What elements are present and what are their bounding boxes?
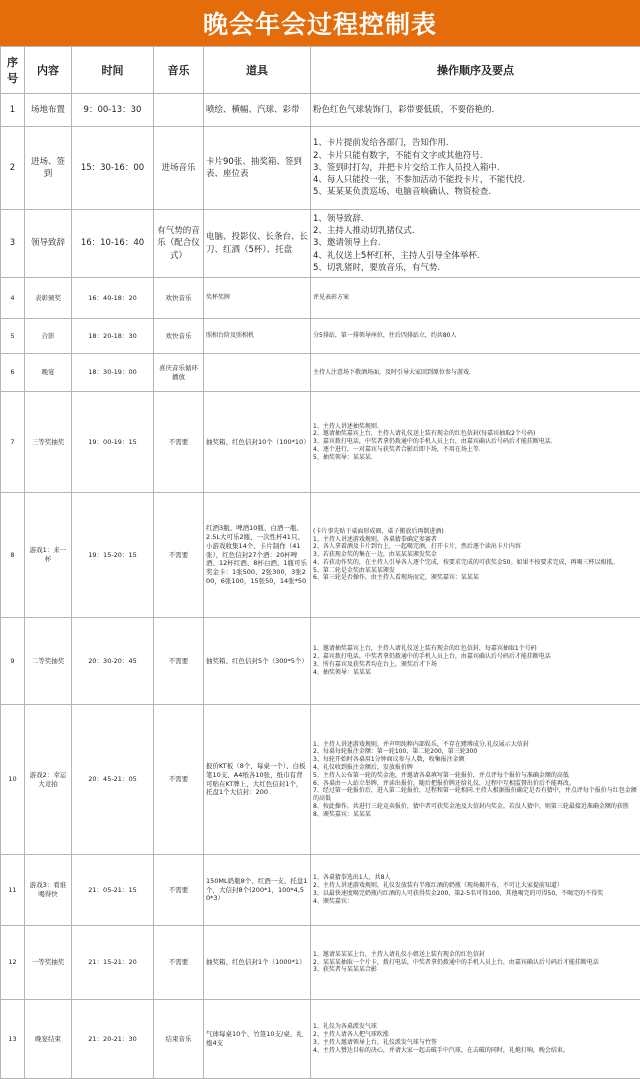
- table-row: [1, 618, 640, 705]
- row-props: 150ML奶瓶8个、红酒一支、托盘1个，大信封8个(200*1，100*4,50*3）: [204, 855, 311, 926]
- table-row: [1, 1000, 640, 1079]
- step-line: 3、签到时打勾，并把卡片交给工作人员投入箱中.: [313, 162, 638, 174]
- step-line: 主持人注意场下敬酒场面，及时引导大家回到原位参与游戏.: [313, 369, 638, 377]
- table-row: [1, 319, 640, 354]
- row-number: 13: [1, 1000, 25, 1079]
- row-number: 5: [1, 319, 25, 354]
- step-line: 5、抽奖领导：某某某.: [313, 454, 638, 462]
- row-time: 18：20-18：30: [72, 319, 154, 354]
- step-line: 2、主持人请各人把气球吹涨: [313, 1031, 638, 1039]
- step-line: 2、嘉宾拨打电话，中奖者拿仍拨通中的手机人员上台，由嘉宾确认后号码后才能挂断电话: [313, 653, 638, 661]
- step-line: 6、各桌由一人站立举牌，并读出报价，随后把报价牌还给礼仪，过程中互相监督出价后不能再改。: [313, 780, 638, 788]
- table-row: [1, 127, 640, 210]
- row-props: 抽奖箱、红色信封10个（100*10）: [204, 392, 311, 493]
- step-line: 1、邀请某某某上台，主持人请礼仪小姐送上装有现金的红色信封: [313, 951, 638, 959]
- step-line: 3、嘉宾拨打电话，中奖者拿仍拨通中的手机人员上台，由嘉宾确认后号码后才能挂断电话.: [313, 438, 638, 446]
- row-props: 喷绘、横幅、汽球、彩带: [204, 94, 311, 127]
- row-number: 7: [1, 392, 25, 493]
- page-title: 晚会年会过程控制表: [0, 0, 640, 46]
- header-no: 序号: [1, 47, 25, 94]
- row-number: 1: [1, 94, 25, 127]
- row-number: 11: [1, 855, 25, 926]
- step-line: 1、卡片提前发给各部门，告知作用.: [313, 137, 638, 149]
- row-time: 21：05-21：15: [72, 855, 154, 926]
- row-steps: [311, 127, 640, 210]
- step-line: 4、每人只能投一张，不参加活动不能投卡片，不能代投.: [313, 174, 638, 186]
- row-time: 19：15-20：15: [72, 493, 154, 618]
- step-line: 3、所有嘉宾及获奖者均在台上，颁奖后才下场: [313, 661, 638, 669]
- table-row: [1, 94, 640, 127]
- step-line: 1、礼仪为各桌派发气球: [313, 1023, 638, 1031]
- step-line: 2、各人拿着酒及卡片到台上，一起喝完酒，打开卡片，然后逐个读出卡片内容: [313, 543, 638, 551]
- row-time: 18：30-19：00: [72, 354, 154, 392]
- row-props: 报价KT板（8个，每桌一个）、白板笔10支、A4纸各10张，纸巾有背可贴在KT牌上，大红色信封1个，托盘1个大信封：200: [204, 705, 311, 855]
- header-music: 音乐: [154, 47, 204, 94]
- table-row: [1, 855, 640, 926]
- row-music: 不需要: [154, 855, 204, 926]
- table-row: [1, 210, 640, 278]
- row-steps: [311, 705, 640, 855]
- row-steps: [311, 94, 640, 127]
- step-line: 5、某某某负责巡场、电脑音响确认、物资检查.: [313, 186, 638, 198]
- row-time: 9：00-13：30: [72, 94, 154, 127]
- step-line: 评见表彰方案: [313, 294, 638, 302]
- step-line: 2、每桌每轮报注金额：第一轮100，第二轮200，第三轮300: [313, 748, 638, 756]
- row-steps: [311, 855, 640, 926]
- process-control-table: [0, 46, 640, 1079]
- table-row: [1, 354, 640, 392]
- row-props: 抽奖箱、红色信封5个（300*5个）: [204, 618, 311, 705]
- step-line: 2、主持人推动切乳猪仪式.: [313, 225, 638, 237]
- row-time: 16：40-18：20: [72, 278, 154, 319]
- row-number: 10: [1, 705, 25, 855]
- row-content: 一等奖抽奖: [25, 926, 72, 1000]
- table-row: [1, 392, 640, 493]
- row-content: 晚宴: [25, 354, 72, 392]
- step-line: 2、邀请抽奖嘉宾上台，主持人请礼仪送上装有现金的红色信封(每嘉宾抽取2个号码): [313, 430, 638, 438]
- step-line: 1、主持人讲述游戏规则，并声明纯粹内部娱乐，不存在赌博成分,礼仪展示大信封: [313, 741, 638, 749]
- row-props: 抽奖箱、红色信封1个（1000*1）: [204, 926, 311, 1000]
- step-line: 1、主持人讲述游戏规则，各桌猜拳确定参赛者: [313, 536, 638, 544]
- row-music: [154, 94, 204, 127]
- row-content: 合影: [25, 319, 72, 354]
- header-props: 道具: [204, 47, 311, 94]
- step-line: 1、领导致辞.: [313, 213, 638, 225]
- row-number: 12: [1, 926, 25, 1000]
- row-time: 16：10-16：40: [72, 210, 154, 278]
- step-line: 4、逐个进行，一对嘉宾与获奖者合影后即下场，不用在场上等.: [313, 446, 638, 454]
- row-props: 奖杯奖牌: [204, 278, 311, 319]
- step-line: 8、颁奖嘉宾：某某某: [313, 811, 638, 819]
- row-time: 19：00-19：15: [72, 392, 154, 493]
- row-time: 21：15-21：20: [72, 926, 154, 1000]
- row-time: 20：45-21：05: [72, 705, 154, 855]
- row-steps: [311, 319, 640, 354]
- step-line: 3、获奖者与某某某合影: [313, 966, 638, 974]
- row-steps: [311, 278, 640, 319]
- row-music: 不需要: [154, 618, 204, 705]
- step-line: 分5排站，第一排领导座位，往后四排站立，约共80人: [313, 332, 638, 340]
- row-music: 不需要: [154, 705, 204, 855]
- step-line: 7、经过第一轮报价后，进入第二轮报价，过程和第一轮相同.主持人根据报价确定是否有猜中，并点评每个报价与红包金额的高低: [313, 787, 638, 803]
- row-number: 3: [1, 210, 25, 278]
- step-line: 8、按此操作，共进行三轮竞卖报价，猜中者可获奖金池及大信封内奖金。若没人猜中，则第三轮最接近准确金额的获胜: [313, 803, 638, 811]
- step-line: 4、礼仪收到报注金额后，发放报价牌: [313, 764, 638, 772]
- row-content: 三等奖抽奖: [25, 392, 72, 493]
- table-header-row: [1, 47, 640, 94]
- step-line: 4、颁奖嘉宾：: [313, 898, 638, 906]
- row-music: 欢快音乐: [154, 319, 204, 354]
- step-line: 1、邀请抽奖嘉宾上台，主持人请礼仪送上装有现金的红色信封，每嘉宾抽取1个号码: [313, 645, 638, 653]
- row-music: 结束音乐: [154, 1000, 204, 1079]
- step-line: 3、以最快速度喝完奶瓶内红酒的人可获得奖金200，第2-5名可得100，其他喝完的可得50，不喝完的不得奖: [313, 890, 638, 898]
- row-props: 红酒3瓶、啤酒10瓶、白酒一瓶、2.5L大可乐2瓶、一次性杯41只、小游戏收集14个、卡片制作（41张），红色信封27个酒：20杯啤酒、12杯红酒、8杯白酒、1瓶可乐奖金卡：1张500、2张300，3张200，6张100，15张50，14张*50: [204, 493, 311, 618]
- row-steps: [311, 1000, 640, 1079]
- row-steps: [311, 210, 640, 278]
- step-line: 4、抽奖领导：某某某: [313, 669, 638, 677]
- row-content: 游戏1：来一杯: [25, 493, 72, 618]
- step-line: 5、主持人公布第一轮的奖金池，并邀请各桌填写第一轮报价，并点评每个报价与准确金额的高低: [313, 772, 638, 780]
- step-line: 4、若获动作奖的，在主持人引导各人逐个完成，按要求完成的可获奖金50。如果不按要求完成，再喝三杯以相抵。: [313, 559, 638, 567]
- table-row: [1, 493, 640, 618]
- row-props: 照相台阶及照相机: [204, 319, 311, 354]
- row-content: 领导致辞: [25, 210, 72, 278]
- row-music: 不需要: [154, 493, 204, 618]
- step-line: 粉色红色气球装饰门，彩带要低质，不要俗艳的.: [313, 104, 638, 116]
- row-steps: [311, 926, 640, 1000]
- table-row: [1, 926, 640, 1000]
- step-line: 3、邀请领导上台.: [313, 237, 638, 249]
- header-time: 时间: [72, 47, 154, 94]
- row-number: 2: [1, 127, 25, 210]
- step-line: 4、主持人赞达目标的决心，并请大家一起击破手中汽球，在击破的同时，礼炮打响，晚会结束。: [313, 1047, 638, 1055]
- row-music: 喜庆音乐循环播放: [154, 354, 204, 392]
- row-number: 6: [1, 354, 25, 392]
- step-line: 3、若获现金奖的集在一边，由某某某颁发奖金: [313, 551, 638, 559]
- step-line: 2、某某某抽取一个片卡，拨打电话，中奖者拿仍拨通中的手机人员上台，由嘉宾确认后号码后才能挂断电话: [313, 959, 638, 967]
- header-steps: 操作顺序及要点: [311, 47, 640, 94]
- row-content: 场地布置: [25, 94, 72, 127]
- table-row: [1, 278, 640, 319]
- row-time: 20：30-20：45: [72, 618, 154, 705]
- header-content: 内容: [25, 47, 72, 94]
- row-content: 进场、签到: [25, 127, 72, 210]
- step-line: 3、主持人邀请领导上台，礼仪派发气球与竹签: [313, 1039, 638, 1047]
- step-line: 4、礼仪送上5杯红杯，主持人引导全体举杯.: [313, 250, 638, 262]
- row-time: 15：30-16：00: [72, 127, 154, 210]
- row-props: [204, 354, 311, 392]
- step-line: 5、第二轮是金奖由某某某颁发: [313, 567, 638, 575]
- row-props: 电脑、投影仪、长条台、长刀、红酒（5杯）、托盘: [204, 210, 311, 278]
- row-content: 二等奖抽奖: [25, 618, 72, 705]
- row-number: 4: [1, 278, 25, 319]
- row-music: 进场音乐: [154, 127, 204, 210]
- step-line: 2、主持人讲述游戏规则，礼仪发放装有半瓶红酒的奶瓶（现场揭开布，不可让大家提前知道）: [313, 882, 638, 890]
- step-line: 5、切乳猪时，要放音乐，有气势.: [313, 262, 638, 274]
- row-number: 8: [1, 493, 25, 618]
- step-line: 1、各桌猜拳选出1人，共8人: [313, 874, 638, 882]
- row-content: 游戏2：幸运大竞拍: [25, 705, 72, 855]
- step-line: 2、卡片只能有数字，不能有文字或其他符号.: [313, 150, 638, 162]
- row-steps: [311, 354, 640, 392]
- row-content: 游戏3：看谁喝得快: [25, 855, 72, 926]
- row-music: 不需要: [154, 392, 204, 493]
- row-steps: [311, 493, 640, 618]
- row-music: 有气势的音乐（配合仪式）: [154, 210, 204, 278]
- row-number: 9: [1, 618, 25, 705]
- table-row: [1, 705, 640, 855]
- step-line: 6、第三轮是否操作，由主持人看现场而定，颁奖嘉宾：某某某: [313, 574, 638, 582]
- row-content: 表彰颁奖: [25, 278, 72, 319]
- row-props: 气球每桌10个、竹签10支/桌、礼炮4支: [204, 1000, 311, 1079]
- row-steps: [311, 618, 640, 705]
- row-props: 卡片90张、抽奖箱、签到表、座位表: [204, 127, 311, 210]
- row-music: 欢快音乐: [154, 278, 204, 319]
- row-time: 21：20-21：30: [72, 1000, 154, 1079]
- row-music: 不需要: [154, 926, 204, 1000]
- row-steps: [311, 392, 640, 493]
- step-line: 1、主持人讲述抽奖规则.: [313, 423, 638, 431]
- step-line: 3、每轮开始时各桌用1分钟商议参与人数，收集报注金额: [313, 756, 638, 764]
- step-line: (卡片事先贴于桌面形成圈，桌子搬放后再倒进酒): [313, 528, 638, 536]
- row-content: 晚宴结束: [25, 1000, 72, 1079]
